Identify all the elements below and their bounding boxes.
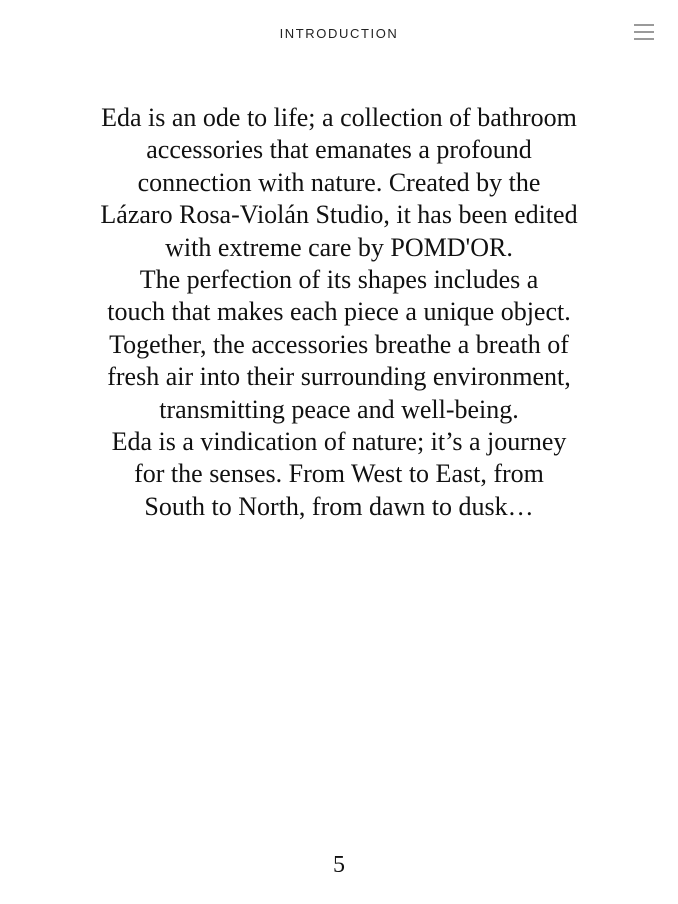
intro-line: with extreme care by POMD'OR. <box>165 232 513 262</box>
intro-line: for the senses. From West to East, from <box>134 459 544 489</box>
page-number: 5 <box>333 852 345 878</box>
intro-line: Lázaro Rosa-Violán Studio, it has been edited <box>100 200 578 230</box>
intro-line: accessories that emanates a profound <box>146 135 532 165</box>
intro-line: Together, the accessories breathe a breath of <box>109 329 569 359</box>
menu-button[interactable] <box>632 22 656 42</box>
intro-line: Eda is an ode to life; a collection of bathroom <box>101 103 577 132</box>
intro-line: South to North, from dawn to dusk… <box>144 491 534 521</box>
intro-line: touch that makes each piece a unique object. <box>107 297 571 327</box>
intro-line: fresh air into their surrounding environment, <box>107 362 571 392</box>
intro-line: transmitting peace and well-being. <box>159 394 519 424</box>
page-section-title: INTRODUCTION <box>279 26 399 41</box>
intro-line: Eda is a vindication of nature; it’s a journey <box>111 427 567 457</box>
intro-line: The perfection of its shapes includes a <box>139 265 539 295</box>
intro-line: connection with nature. Created by the <box>137 167 541 197</box>
introduction-text <box>70 102 608 523</box>
